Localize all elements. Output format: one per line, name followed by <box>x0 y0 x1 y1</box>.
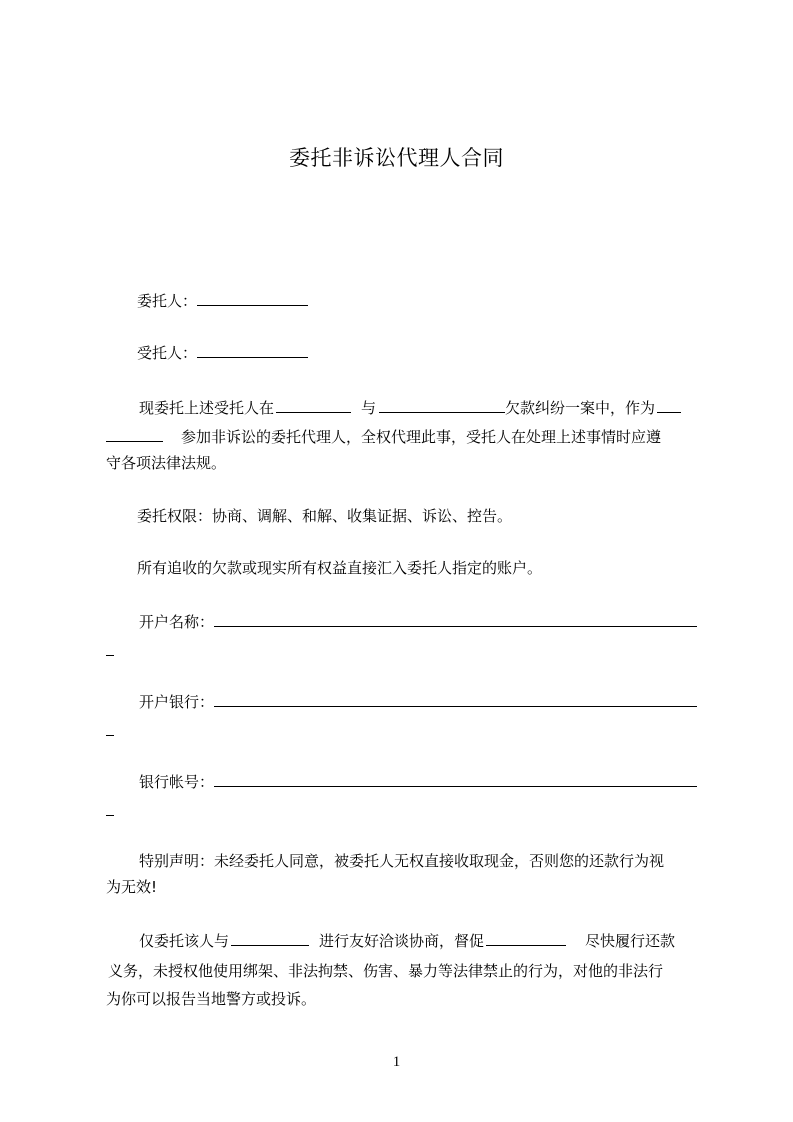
entrust-role-blank-2[interactable] <box>106 426 163 442</box>
entrust-line-1 <box>139 397 681 419</box>
limit-line-3 <box>106 988 316 1010</box>
account-number-blank[interactable] <box>214 771 697 787</box>
account-number-label: 银行帐号： <box>139 773 215 791</box>
limit-party-blank[interactable] <box>231 930 309 946</box>
entrust-line-2 <box>106 426 661 448</box>
notice-line-1 <box>139 850 664 872</box>
account-bank-label: 开户银行： <box>139 693 215 711</box>
entrust-place-blank[interactable] <box>276 397 351 413</box>
entrust-party-blank[interactable] <box>379 397 505 413</box>
account-bank-blank-end[interactable] <box>106 720 114 736</box>
entrust-text-4: 参加非诉讼的委托代理人，全权代理此事，受托人在处理上述事情时应遵 <box>181 428 662 446</box>
account-bank-line <box>139 691 697 713</box>
account-bank-blank[interactable] <box>214 691 697 707</box>
principal-line <box>137 290 308 312</box>
limit-text-1: 仅委托该人与 <box>139 932 230 950</box>
agent-label: 受托人： <box>137 344 198 362</box>
entrust-text-5: 守各项法律法规。 <box>106 454 227 472</box>
entrust-role-blank-1[interactable] <box>657 397 681 413</box>
limit-line-2 <box>108 960 663 982</box>
entrust-text-3: 欠款纠纷一案中，作为 <box>505 399 656 417</box>
account-name-blank[interactable] <box>214 611 697 627</box>
agent-line <box>137 342 308 364</box>
limit-text-3: 尽快履行还款 <box>585 932 676 950</box>
account-number-line <box>139 771 697 793</box>
limit-line-1 <box>139 930 675 952</box>
principal-blank[interactable] <box>197 290 308 306</box>
account-number-blank-end[interactable] <box>106 800 114 816</box>
limit-debtor-blank[interactable] <box>486 930 566 946</box>
limit-text-4: 义务，未授权他使用绑架、非法拘禁、伤害、暴力等法律禁止的行为，对他的非法行 <box>108 962 664 980</box>
document-title: 委托非诉讼代理人合同 <box>289 146 504 170</box>
page-number: 1 <box>392 1054 401 1070</box>
limit-text-2: 进行友好洽谈协商，督促 <box>319 932 485 950</box>
entrust-text-1: 现委托上述受托人在 <box>139 399 275 417</box>
account-bank-continuation <box>106 720 114 742</box>
account-number-continuation <box>106 800 114 822</box>
agent-blank[interactable] <box>197 342 308 358</box>
notice-line-2 <box>106 876 157 898</box>
account-name-continuation <box>106 640 114 662</box>
account-name-blank-end[interactable] <box>106 640 114 656</box>
scope-text: 委托权限：协商、调解、和解、收集证据、诉讼、控告。 <box>137 507 513 525</box>
remit-text: 所有追收的欠款或现实所有权益直接汇入委托人指定的账户。 <box>137 559 543 577</box>
scope-line <box>137 505 512 527</box>
notice-text-1: 特别声明：未经委托人同意，被委托人无权直接收取现金，否则您的还款行为视 <box>139 852 665 870</box>
account-name-label: 开户名称： <box>139 613 215 631</box>
entrust-line-3 <box>106 452 226 474</box>
principal-label: 委托人： <box>137 292 198 310</box>
account-name-line <box>139 611 697 633</box>
notice-text-2: 为无效! <box>106 878 158 896</box>
entrust-text-2: 与 <box>361 399 377 417</box>
limit-text-5: 为你可以报告当地警方或投诉。 <box>106 990 317 1008</box>
remit-line <box>137 557 542 579</box>
